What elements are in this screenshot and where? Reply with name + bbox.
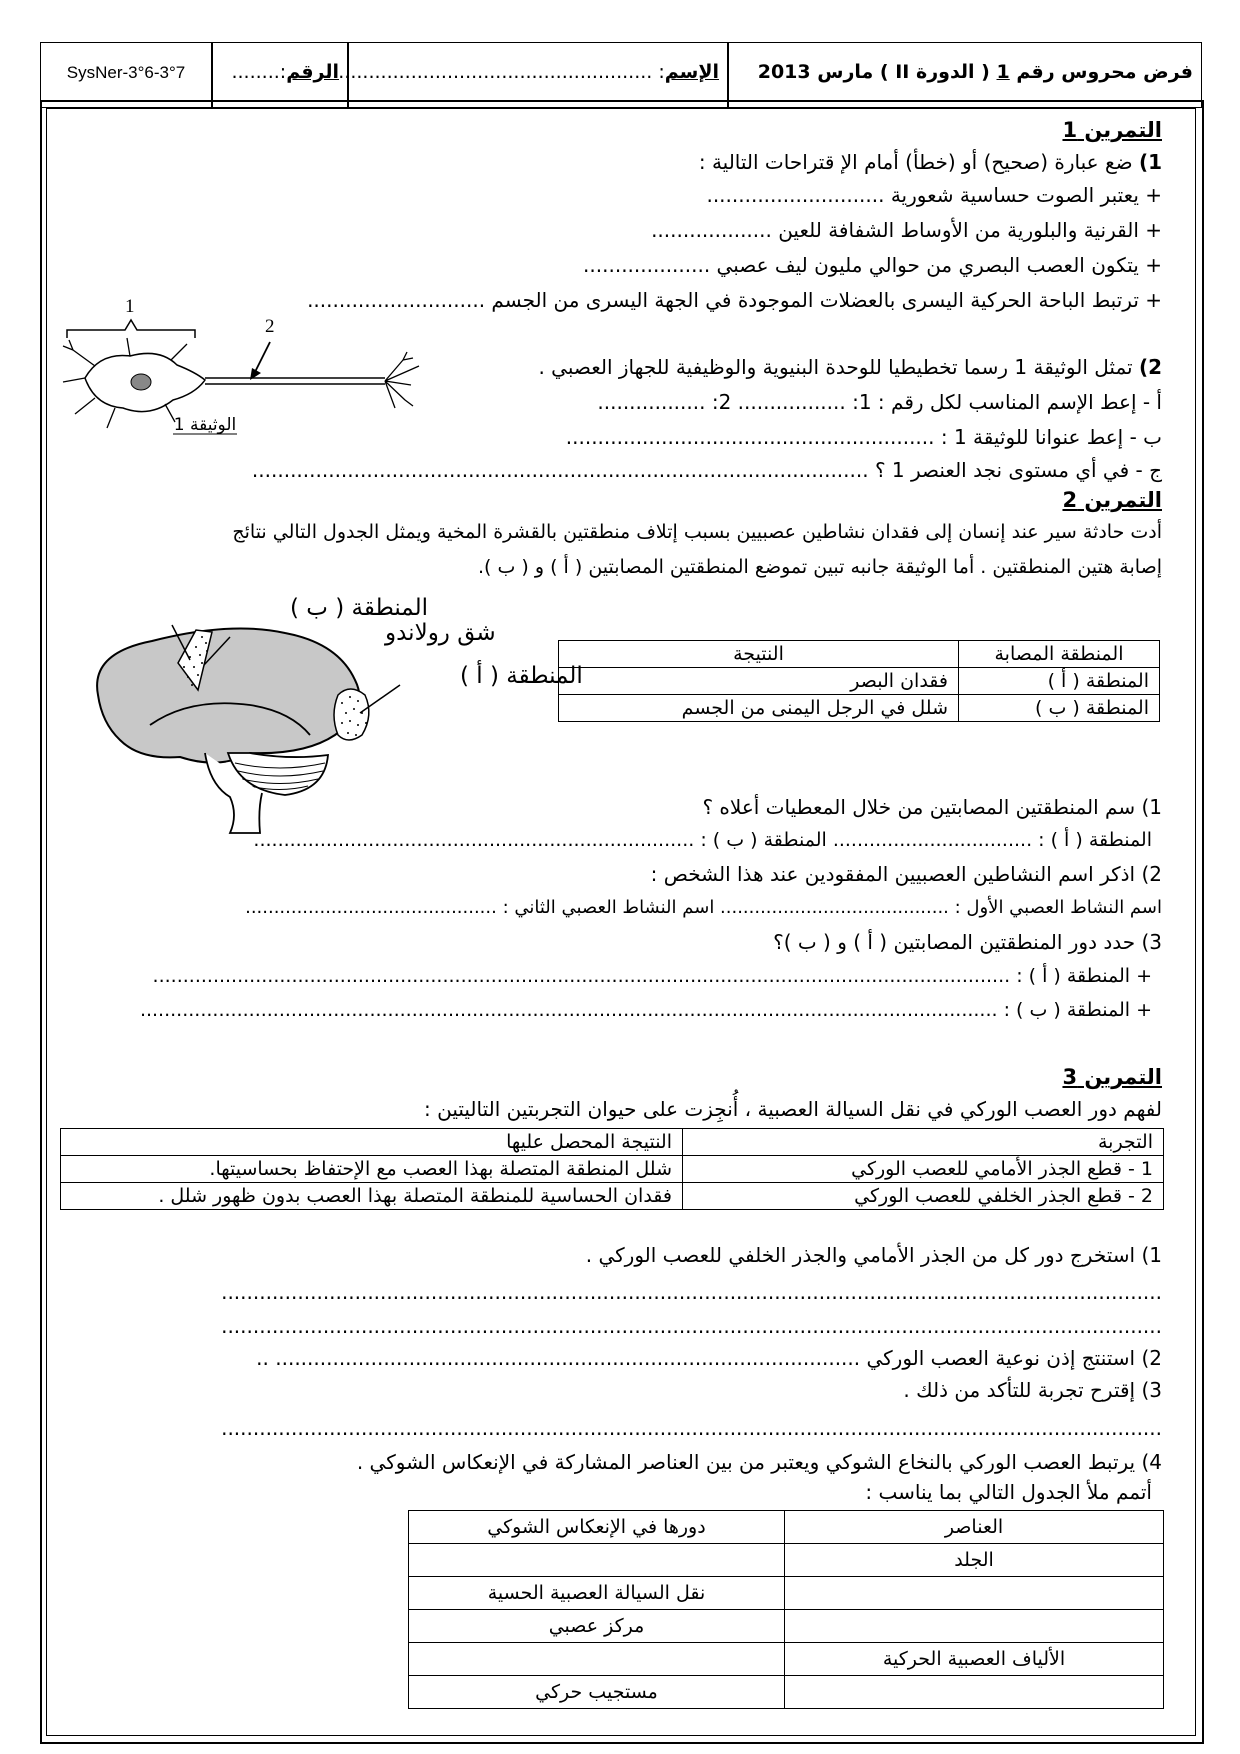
ex1-item-4: + ترتبط الباحة الحركية اليسرى بالعضلات الموجودة في الجهة اليسرى من الجسم ............................ [307, 288, 1162, 312]
ex3-dots-1: .................................................................................................................................................... [221, 1280, 1162, 1304]
reflex-row3-role: مركز عصبي [409, 1610, 785, 1643]
reflex-row2-element[interactable] [785, 1577, 1164, 1610]
ex1-q2b: ب - إعط عنوانا للوثيقة 1 : .......................................................... [565, 425, 1162, 449]
neuron-diagram [55, 290, 425, 450]
class-code: SysNer-3°6-3°7 [66, 63, 186, 82]
ex3-experiments-table [60, 1128, 1164, 1210]
ex1-q2a: أ - إعط الإسم المناسب لكل رقم : 1: ................. 2: ................. [597, 390, 1162, 414]
ex2-header-result: النتيجة [559, 641, 959, 668]
ex3-header-experiment: التجربة [683, 1129, 1164, 1156]
ex3-q4: 4) يرتبط العصب الوركي بالنخاع الشوكي ويعتبر من بين العناصر المشاركة في الإنعكاس الشوكي . [356, 1450, 1162, 1474]
ex1-q2c: ج - في أي مستوى نجد العنصر 1 ؟ ................................................................................................. [251, 458, 1162, 482]
ex1-title: التمرين 1 [1062, 118, 1162, 142]
ex2-q1a: المنطقة ( أ ) : ................................. المنطقة ( ب ) : ......................................................................... [253, 829, 1152, 851]
ex3-dots-3: .................................................................................................................................................... [221, 1416, 1162, 1440]
ex3-row1-result: شلل المنطقة المتصلة بهذا العصب مع الإحتفاظ بحساسيتها. [61, 1156, 683, 1183]
ex3-title: التمرين 3 [1062, 1065, 1162, 1089]
neuron-label-1: 1 [125, 296, 135, 317]
ex2-row2-zone: المنطقة ( ب ) [959, 695, 1160, 722]
ex3-reflex-table [408, 1510, 1164, 1709]
reflex-row5-role: مستجيب حركي [409, 1676, 785, 1709]
ex2-q3a: + المنطقة ( أ ) : .............................................................................................................................................. [152, 965, 1152, 987]
header-code-box [40, 42, 212, 108]
reflex-row4-role[interactable] [409, 1643, 785, 1676]
ex1-item-1: + يعتبر الصوت حساسية شعورية ............................ [706, 183, 1162, 207]
reflex-row1-element: الجلد [785, 1544, 1164, 1577]
ex3-row2-result: فقدان الحساسية للمنطقة المتصلة بهذا العصب بدون ظهور شلل . [61, 1183, 683, 1210]
ex2-q1: 1) سم المنطقتين المصابتين من خلال المعطيات أعلاه ؟ [702, 795, 1162, 819]
ex1-q1: 1) ضع عبارة (صحيح) أو (خطأ) أمام الإ قتراحات التالية : [698, 150, 1162, 174]
ex3-row1-experiment: 1 - قطع الجذر الأمامي للعصب الوركي [683, 1156, 1164, 1183]
reflex-row1-role[interactable] [409, 1544, 785, 1577]
ex1-item-2: + القرنية والبلورية من الأوساط الشفافة للعين ................... [651, 218, 1162, 242]
ex2-q2a: اسم النشاط العصبي الأول : ........................................ اسم النشاط العصبي الثاني : ............................................ [245, 897, 1162, 918]
header-title-box [728, 42, 1202, 108]
ex2-q3: 3) حدد دور المنطقتين المصابتين ( أ ) و ( ب )؟ [773, 930, 1162, 954]
ex2-q2: 2) اذكر اسم النشاطين العصبيين المفقودين عند هذا الشخص : [650, 862, 1162, 886]
ex3-intro: لفهم دور العصب الوركي في نقل السيالة العصبية ، أُنجِزت على حيوان التجربتين التاليتين : [424, 1097, 1162, 1121]
header-name-box [326, 42, 728, 108]
ex2-row1-zone: المنطقة ( أ ) [959, 668, 1160, 695]
ex2-q3b: + المنطقة ( ب ) : .............................................................................................................................................. [139, 999, 1152, 1021]
reflex-row2-role: نقل السيالة العصبية الحسية [409, 1577, 785, 1610]
ex1-item-3: + يتكون العصب البصري من حوالي مليون ليف عصبي .................... [583, 253, 1162, 277]
zone-b-label: المنطقة ( ب ) [290, 595, 428, 621]
ex2-row2-result: شلل في الرجل اليمنى من الجسم [559, 695, 959, 722]
ex1-q2: 2) تمثل الوثيقة 1 رسما تخطيطيا للوحدة البنيوية والوظيفية للجهاز العصبي . [538, 355, 1162, 379]
ex2-header-zone: المنطقة المصابة [959, 641, 1160, 668]
ex3-row2-experiment: 2 - قطع الجذر الخلفي للعصب الوركي [683, 1183, 1164, 1210]
brain-diagram [80, 585, 583, 835]
ex2-title: التمرين 2 [1062, 488, 1162, 512]
rolando-label: شق رولاندو [385, 620, 496, 646]
ex3-header-result: النتيجة المحصل عليها [61, 1129, 683, 1156]
ex3-dots-2: .................................................................................................................................................... [221, 1314, 1162, 1338]
reflex-row4-element: الألياف العصبية الحركية [785, 1643, 1164, 1676]
ex2-row1-result: فقدان البصر [559, 668, 959, 695]
ex2-table [558, 640, 1160, 722]
reflex-header-role: دورها في الإنعكاس الشوكي [409, 1511, 785, 1544]
neuron-label-2: 2 [265, 316, 275, 337]
reflex-row3-element[interactable] [785, 1610, 1164, 1643]
name-label: الإسم [664, 61, 719, 83]
ex3-q1: 1) استخرج دور كل من الجذر الأمامي والجذر الخلفي للعصب الوركي . [585, 1243, 1162, 1267]
ex2-intro-2: إصابة هتين المنطقتين . أما الوثيقة جانبه تبين تموضع المنطقتين المصابتين ( أ ) و ( ب ). [478, 556, 1162, 578]
reflex-header-element: العناصر [785, 1511, 1164, 1544]
number-field[interactable]: :........ [231, 61, 287, 83]
name-field[interactable]: : ...................................................... [326, 61, 665, 83]
ex3-q3: 3) إقترح تجربة للتأكد من ذلك . [903, 1378, 1162, 1402]
number-label: الرقم [286, 61, 339, 83]
reflex-row5-element[interactable] [785, 1676, 1164, 1709]
exam-title: فرض محروس رقم 1 ( الدورة II ) مارس 2013 [757, 61, 1193, 83]
ex3-q4b: أتمم ملأ الجدول التالي بما يناسب : [865, 1480, 1152, 1504]
figure-caption: الوثيقة 1 [173, 415, 237, 435]
ex3-q2: 2) استنتج إذن نوعية العصب الوركي ............................................................................................ .. [256, 1346, 1162, 1370]
zone-a-label: المنطقة ( أ ) [460, 663, 583, 689]
ex2-intro-1: أدت حادثة سير عند إنسان إلى فقدان نشاطين عصبيين بسبب إتلاف منطقتين بالقشرة المخية ويمثل الجدول التالي نتائج [232, 521, 1162, 543]
